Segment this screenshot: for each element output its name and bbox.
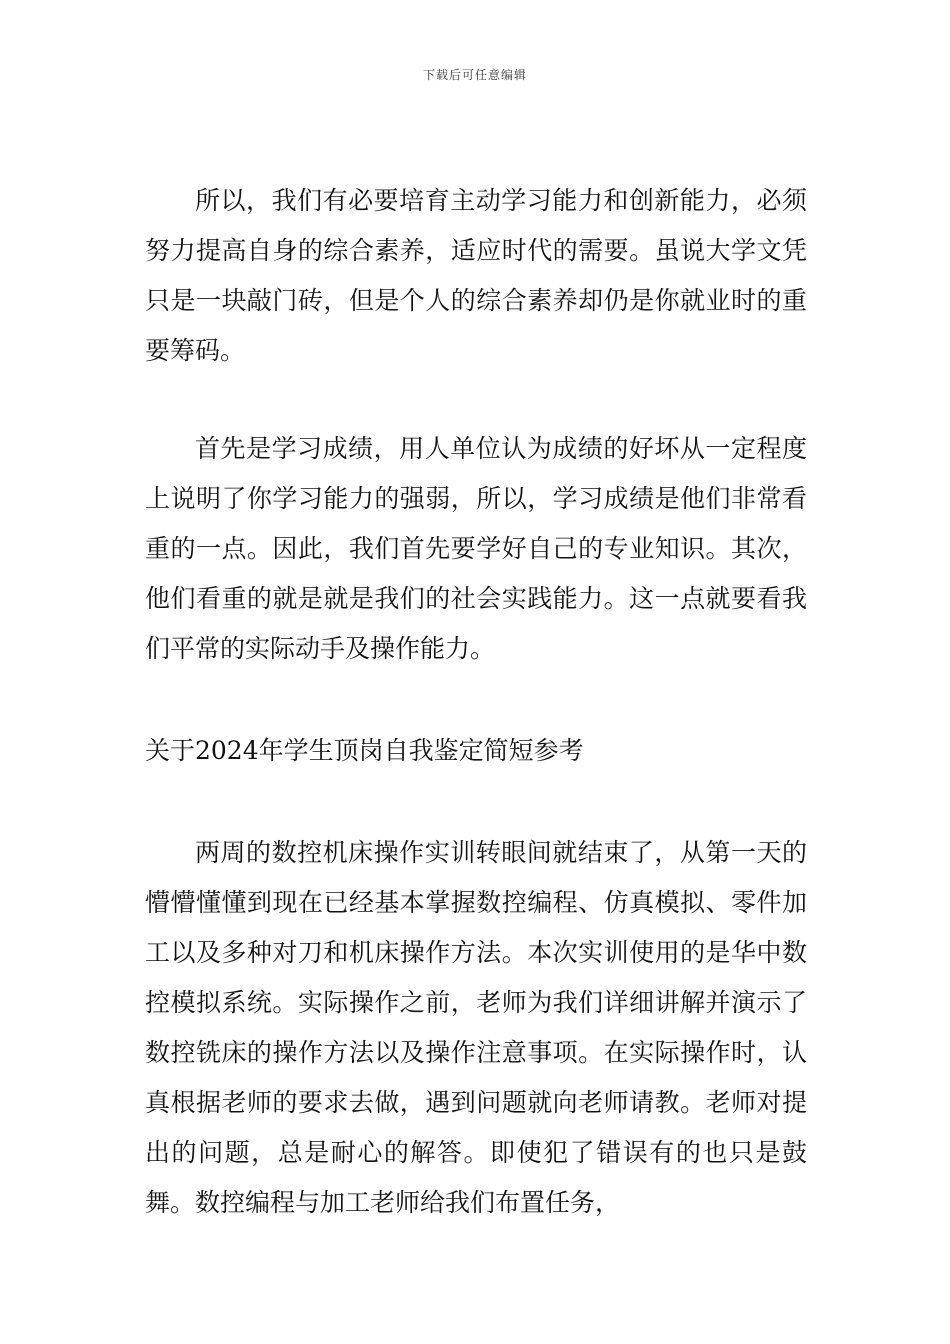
paragraph-3: 两周的数控机床操作实训转眼间就结束了，从第一天的懵懵懂懂到现在已经基本掌握数控编程、仿真模拟、零件加工以及多种对刀和机床操作方法。本次实训使用的是华中数控模拟系统。实际操作之前，老师为我们详细讲解并演示了数控铣床的操作方法以及操作注意事项。在实际操作时，认真根据老师的要求去做，遇到问题就向老师请教。老师对提出的问题，总是耐心的解答。即使犯了错误有的也只是鼓舞。数控编程与加工老师给我们布置任务， <box>145 838 807 1217</box>
section-heading: 关于2024年学生顶岗自我鉴定简短参考 <box>145 736 584 765</box>
paragraph-1: 所以，我们有必要培育主动学习能力和创新能力，必须努力提高自身的综合素养，适应时代的需要。虽说大学文凭只是一块敲门砖，但是个人的综合素养却仍是你就业时的重要筹码。 <box>145 186 807 365</box>
document-body <box>145 176 807 1228</box>
page-header-note: 下载后可任意编辑 <box>422 68 527 82</box>
paragraph-2: 首先是学习成绩，用人单位认为成绩的好坏从一定程度上说明了你学习能力的强弱，所以，学习成绩是他们非常看重的一点。因此，我们首先要学好自己的专业知识。其次，他们看重的就是就是我们的社会实践能力。这一点就要看我们平常的实际动手及操作能力。 <box>145 434 807 663</box>
paragraph-gap <box>145 674 807 726</box>
paragraph-gap <box>145 776 807 828</box>
paragraph-gap <box>145 376 807 424</box>
